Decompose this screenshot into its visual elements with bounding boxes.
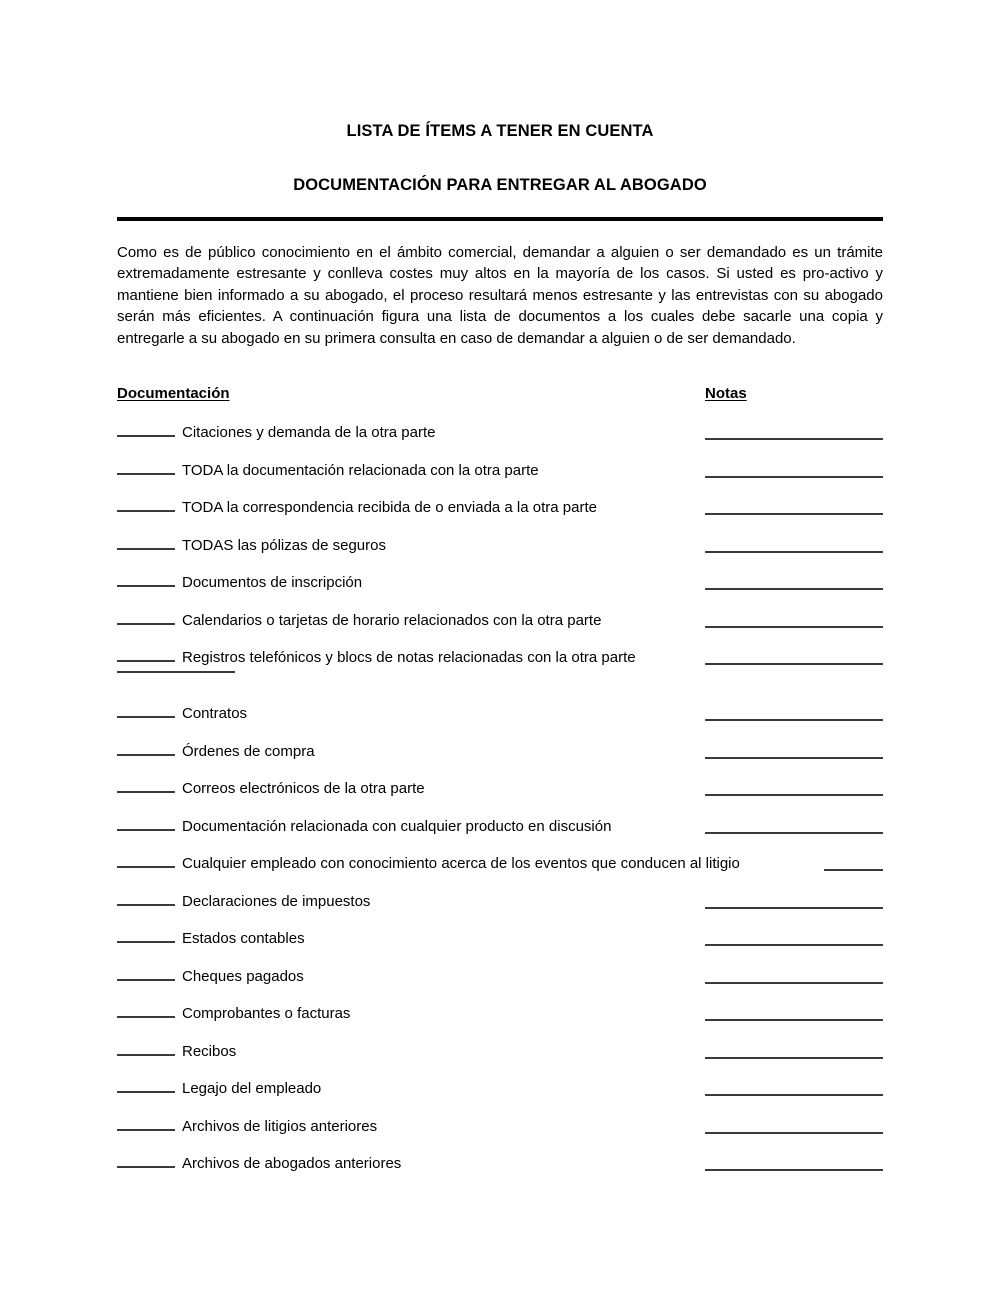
checklist-item-row	[117, 422, 435, 442]
note-write-in-line[interactable]	[705, 626, 883, 628]
note-write-in-line[interactable]	[705, 1057, 883, 1059]
checklist-item-label: Comprobantes o facturas	[182, 1005, 351, 1023]
checklist-item	[117, 1078, 883, 1116]
checkbox-blank-line[interactable]	[117, 703, 175, 718]
checklist-item-label: Contratos	[182, 705, 248, 723]
checklist-item-row	[117, 610, 601, 630]
checklist-item	[117, 1116, 883, 1154]
page-subtitle: DOCUMENTACIÓN PARA ENTREGAR AL ABOGADO	[293, 175, 707, 194]
checklist-item-row	[117, 1153, 401, 1173]
checkbox-blank-line[interactable]	[117, 497, 175, 512]
note-write-in-line[interactable]	[705, 907, 883, 909]
checkbox-blank-line[interactable]	[117, 891, 175, 906]
note-write-in-line[interactable]	[705, 757, 883, 759]
note-write-in-line[interactable]	[705, 719, 883, 721]
column-header-notes: Notas	[705, 385, 747, 403]
checklist-item	[117, 422, 883, 460]
checklist-item-row	[117, 572, 362, 592]
checklist-item-label: Registros telefónicos y blocs de notas relacionadas con la otra parte	[182, 649, 636, 667]
note-write-in-line[interactable]	[705, 944, 883, 946]
checkbox-blank-line[interactable]	[117, 1116, 175, 1131]
checkbox-blank-line[interactable]	[117, 647, 175, 662]
checklist-item-row	[117, 460, 539, 480]
checklist-item-row	[117, 741, 315, 761]
note-write-in-line[interactable]	[705, 1094, 883, 1096]
page-title: LISTA DE ÍTEMS A TENER EN CUENTA	[346, 122, 654, 140]
checklist-item-row	[117, 966, 304, 986]
note-write-in-line[interactable]	[705, 832, 883, 834]
checklist	[117, 422, 883, 1191]
checklist-item-row	[117, 778, 425, 798]
checkbox-blank-line[interactable]	[117, 535, 175, 550]
note-write-in-line[interactable]	[705, 982, 883, 984]
checklist-item	[117, 460, 883, 498]
checklist-item-label: Cualquier empleado con conocimiento acerca de los eventos que conducen al litigio	[182, 855, 740, 873]
checklist-item-row	[117, 928, 305, 948]
checklist-item	[117, 535, 883, 573]
checklist-item-label: Archivos de litigios anteriores	[182, 1117, 378, 1135]
checklist-item	[117, 647, 883, 703]
checklist-item	[117, 778, 883, 816]
title-block	[117, 0, 883, 196]
checkbox-blank-line[interactable]	[117, 1078, 175, 1093]
note-write-in-line[interactable]	[705, 794, 883, 796]
checkbox-blank-line[interactable]	[117, 966, 175, 981]
checklist-item-label: TODA la correspondencia recibida de o enviada a la otra parte	[182, 499, 597, 517]
intro-paragraph: Como es de público conocimiento en el ámbito comercial, demandar a alguien o ser demandado es un trámite extremadamente estresante y conlleva costes muy altos en la mayoría de los casos. Si usted es pro-activo y mantiene bien informado a su abogado, el proceso resultará menos estresante y las entrevistas con su abogado serán más eficientes. A continuación figura una lista de documentos a los cuales debe sacarle una copia y entregarle a su abogado en su primera consulta en caso de demandar a alguien o de ser demandado.	[117, 243, 883, 347]
checklist-item-row	[117, 1078, 321, 1098]
column-headers	[117, 385, 883, 407]
checklist-item-label: Documentos de inscripción	[182, 574, 363, 592]
checklist-item	[117, 610, 883, 648]
checklist-item	[117, 1041, 883, 1079]
note-write-in-line[interactable]	[705, 1132, 883, 1134]
checklist-item-row	[117, 535, 386, 555]
column-header-documentation: Documentación	[117, 385, 230, 403]
checklist-item	[117, 572, 883, 610]
checklist-item-label: Documentación relacionada con cualquier producto en discusión	[182, 817, 612, 835]
header-divider	[117, 217, 883, 221]
checklist-item	[117, 816, 883, 854]
checkbox-blank-line[interactable]	[117, 1003, 175, 1018]
checklist-item	[117, 966, 883, 1004]
checkbox-blank-line[interactable]	[117, 1153, 175, 1168]
checkbox-blank-line[interactable]	[117, 610, 175, 625]
checkbox-blank-line[interactable]	[117, 1041, 175, 1056]
checkbox-blank-line[interactable]	[117, 928, 175, 943]
note-write-in-line[interactable]	[705, 476, 883, 478]
checklist-item-label: Archivos de abogados anteriores	[182, 1155, 402, 1173]
checklist-item-label: TODA la documentación relacionada con la otra parte	[182, 461, 539, 479]
checklist-item-row	[117, 497, 597, 517]
checklist-item-row	[117, 647, 636, 667]
checkbox-blank-line[interactable]	[117, 816, 175, 831]
checklist-item-label: Correos electrónicos de la otra parte	[182, 780, 425, 798]
checkbox-blank-line[interactable]	[117, 853, 175, 868]
document-content	[117, 0, 883, 1191]
checklist-item	[117, 741, 883, 779]
checkbox-blank-line[interactable]	[117, 460, 175, 475]
checklist-item-label: Citaciones y demanda de la otra parte	[182, 424, 436, 442]
checkbox-blank-line[interactable]	[117, 572, 175, 587]
checklist-item-label: Cheques pagados	[182, 967, 304, 985]
checklist-item-label: Órdenes de compra	[182, 742, 315, 760]
checklist-item-label: Declaraciones de impuestos	[182, 892, 371, 910]
checklist-item-row	[117, 1003, 350, 1023]
note-write-in-line[interactable]	[705, 513, 883, 515]
checklist-item-row	[117, 816, 611, 836]
checklist-item	[117, 497, 883, 535]
checklist-item-row	[117, 1116, 377, 1136]
checklist-item-row	[117, 853, 740, 873]
note-write-in-line[interactable]	[705, 588, 883, 590]
checklist-item	[117, 928, 883, 966]
checklist-item-label: TODAS las pólizas de seguros	[182, 536, 386, 554]
note-write-in-line[interactable]	[705, 663, 883, 665]
note-write-in-line[interactable]	[824, 869, 883, 871]
checklist-item	[117, 1003, 883, 1041]
checklist-item-label: Legajo del empleado	[182, 1080, 322, 1098]
checkbox-blank-line-overflow[interactable]	[117, 671, 235, 673]
checklist-item	[117, 853, 883, 891]
checklist-item-label: Calendarios o tarjetas de horario relacionados con la otra parte	[182, 611, 602, 629]
checklist-item-row	[117, 891, 370, 911]
checklist-item-label: Estados contables	[182, 930, 305, 948]
checklist-item-label: Recibos	[182, 1042, 237, 1060]
checklist-item	[117, 703, 883, 741]
note-write-in-line[interactable]	[705, 1169, 883, 1171]
note-write-in-line[interactable]	[705, 551, 883, 553]
checklist-item-row	[117, 1041, 236, 1061]
checkbox-blank-line[interactable]	[117, 741, 175, 756]
checklist-item-row	[117, 703, 247, 723]
note-write-in-line[interactable]	[705, 1019, 883, 1021]
checklist-item	[117, 891, 883, 929]
checkbox-blank-line[interactable]	[117, 422, 175, 437]
checklist-item	[117, 1153, 883, 1191]
note-write-in-line[interactable]	[705, 438, 883, 440]
checkbox-blank-line[interactable]	[117, 778, 175, 793]
